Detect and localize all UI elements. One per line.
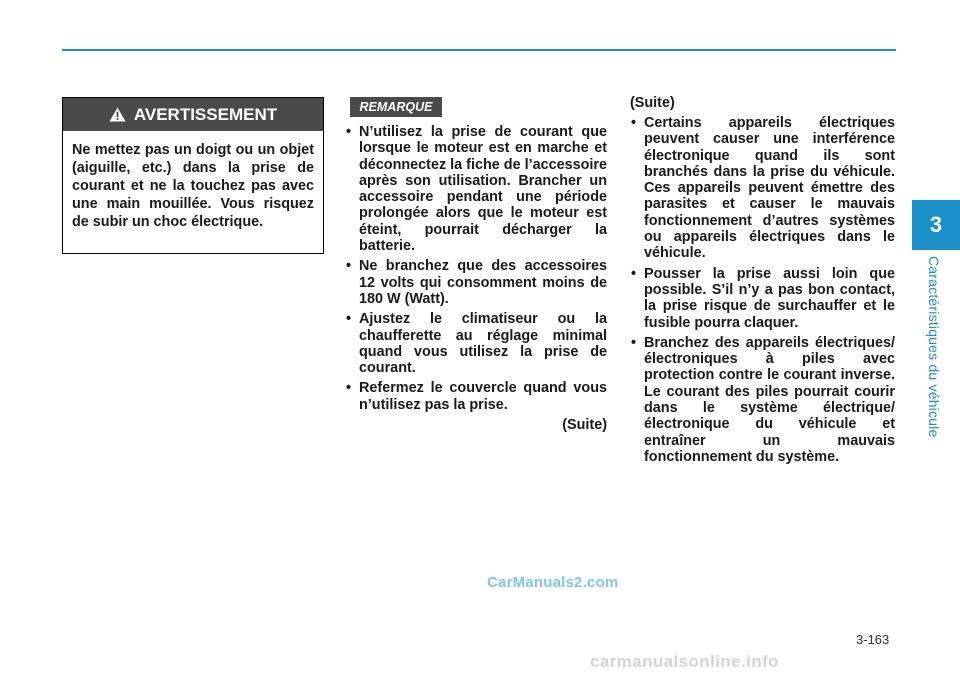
continuation-label: (Suite) bbox=[630, 95, 675, 111]
top-rule bbox=[62, 49, 896, 51]
warning-triangle-icon bbox=[109, 107, 126, 122]
chapter-number: 3 bbox=[929, 212, 943, 237]
warning-title: AVERTISSEMENT bbox=[133, 104, 278, 124]
warning-header bbox=[63, 98, 323, 131]
continuation-column bbox=[630, 95, 895, 469]
watermark-link[interactable]: CarManuals2.com bbox=[487, 574, 619, 591]
footer-watermark: carmanualsonline.info bbox=[590, 652, 779, 671]
warning-box bbox=[62, 97, 324, 254]
continued-label: (Suite) bbox=[562, 417, 607, 434]
note-badge: REMARQUE bbox=[350, 97, 442, 117]
chapter-number-tab bbox=[912, 200, 960, 250]
warning-text: Ne mettez pas un doigt ou un objet (aiguille, etc.) dans la prise de courant et ne la touchez pas avec une main mouillée. Vous risquez de subir un choc électrique. bbox=[72, 142, 314, 230]
list-item: • Pousser la prise aussi loin que possible. S’il n’y a pas bon contact, la prise risque de surchauffer et le fusible pourra claquer. bbox=[630, 266, 895, 331]
list-item: • Certains appareils électriques peuvent causer une interférence électronique quand ils sont branchés dans la prise du véhicule. Ces appareils peuvent émettre des parasites et causer le mauvais fonctionnement d’autres systèmes ou appareils électriques dans le véhicule. bbox=[630, 115, 895, 262]
page-number: 3-163 bbox=[856, 632, 890, 647]
note-column bbox=[345, 124, 607, 433]
list-item: • Refermez le couvercle quand vous n’utilisez pas la prise. bbox=[345, 380, 607, 413]
note-list bbox=[345, 124, 607, 413]
continuation-list bbox=[630, 115, 895, 465]
list-item: • N’utilisez la prise de courant que lorsque le moteur est en marche et déconnectez la fiche de l’accessoire après son utilisation. Brancher un accessoire pendant une période prolongée alors que le moteur est éteint, pourrait décharger la batterie. bbox=[345, 124, 607, 254]
list-item: • Ne branchez que des accessoires 12 volts qui consomment moins de 180 W (Watt). bbox=[345, 258, 607, 307]
list-item: • Ajustez le climatiseur ou la chaufferette au réglage minimal quand vous utilisez la prise de courant. bbox=[345, 311, 607, 376]
chapter-title: Caractéristiques du véhicule bbox=[926, 256, 942, 438]
list-item: • Branchez des appareils électriques/électroniques à piles avec protection contre le courant inverse. Le courant des piles pourrait courir dans le système électrique/ électronique du véhicule et entraîner un mauvais fonctionnement du système. bbox=[630, 335, 895, 465]
